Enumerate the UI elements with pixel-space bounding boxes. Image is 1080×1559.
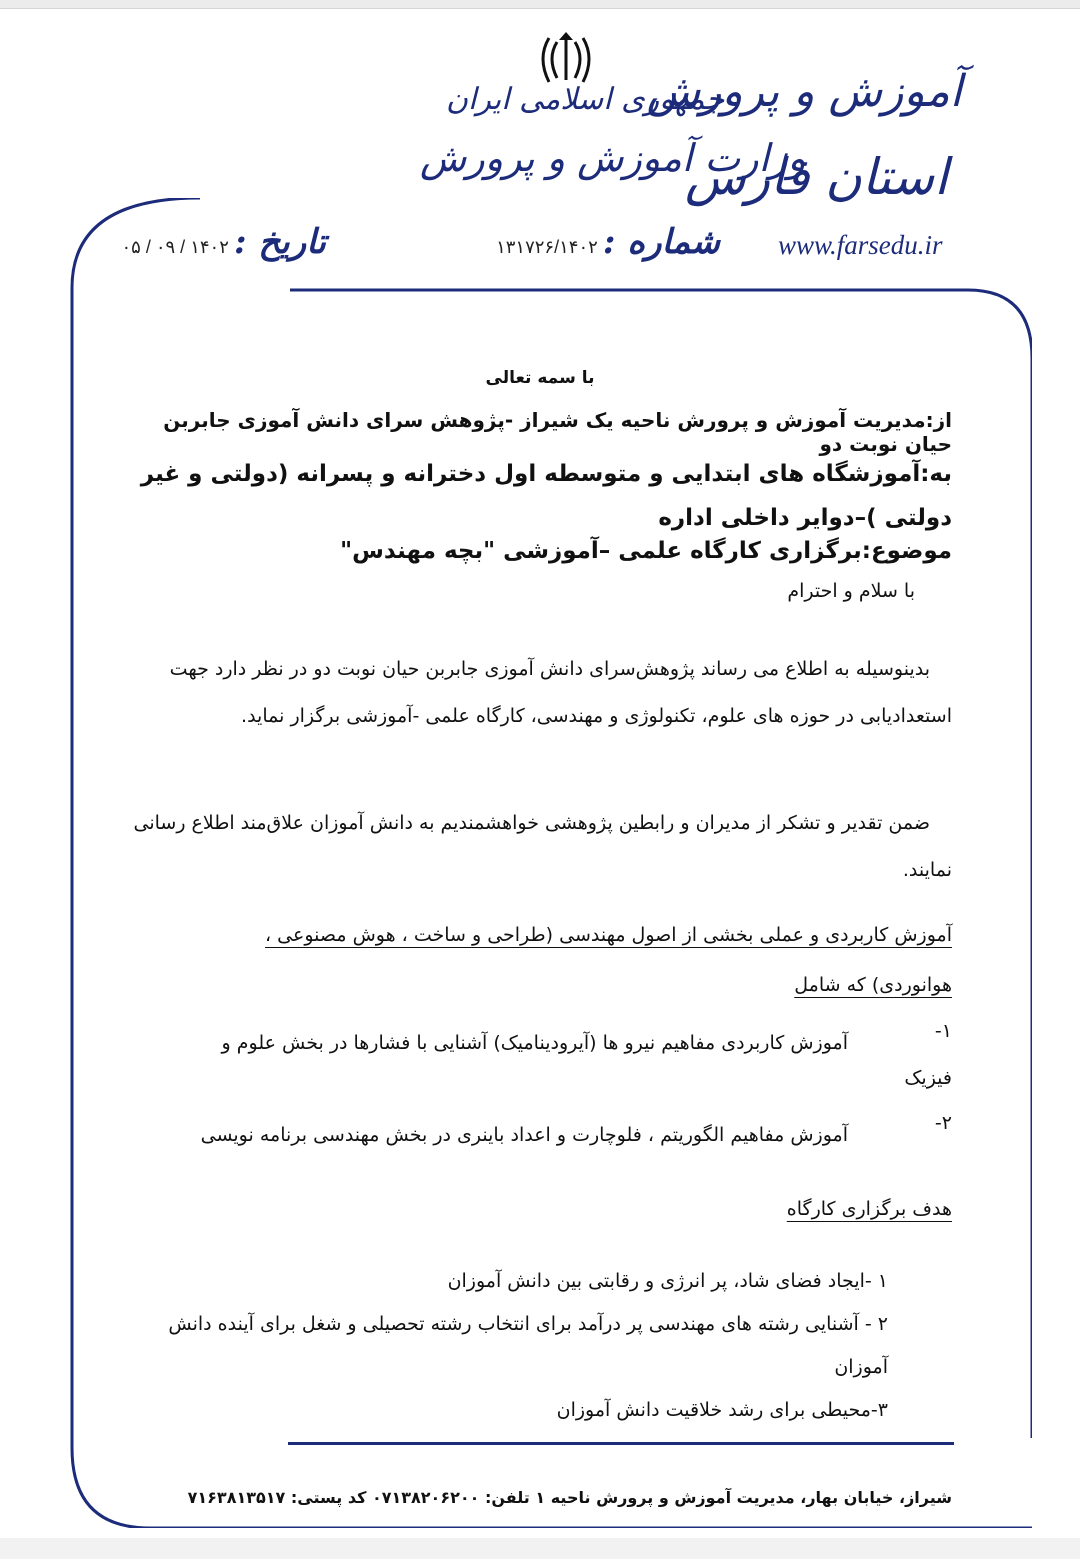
- paragraph-2: ضمن تقدیر و تشکر از مدیران و رابطین پژوهشی خواهشمندیم به دانش آموزان علاق‌مند اطلاع رسانی نمایند.: [133, 812, 952, 881]
- salutation-title: با سمه تعالی: [485, 368, 595, 388]
- list-item-text: آموزش مفاهیم الگوریتم ، فلوچارت و اعداد باینری در بخش مهندسی برنامه نویسی: [200, 1124, 848, 1146]
- list-item-number: ۲-: [934, 1112, 952, 1134]
- goals-list: [130, 1260, 888, 1432]
- website-link[interactable]: www.farsedu.ir: [778, 230, 943, 260]
- list-item: [130, 1112, 952, 1152]
- list-item-text: آموزش کاربردی مفاهیم نیرو ها (آیرودینامیک) آشنایی با فشارها در بخش علوم و: [221, 1032, 848, 1054]
- greeting: با سلام و احترام: [787, 580, 915, 602]
- list-item-number: ۱-: [934, 1020, 952, 1042]
- paragraph-1: بدینوسیله به اطلاع می رساند پژوهش‌سرای دانش آموزی جابربن حیان نوبت دو در نظر دارد جهت استعدادیابی در حوزه های علوم، تکنولوژی و مهندسی، کارگاه علمی -آموزشی برگزار نماید.: [169, 658, 952, 727]
- date-value: ۱۴۰۲ / ۰۹ / ۰۵: [121, 237, 229, 257]
- training-heading: [130, 910, 952, 1010]
- to-line: به:آموزشگاه های ابتدایی و متوسطه اول دخترانه و پسرانه (دولتی و غیر دولتی )–دوایر داخلی اداره: [140, 461, 952, 531]
- bottom-edge: [0, 1538, 1080, 1559]
- subject-line: موضوع:برگزاری کارگاه علمی –آموزشی "بچه مهندس": [340, 538, 952, 564]
- letter-number: [496, 222, 720, 262]
- list-item: [130, 1020, 952, 1120]
- footer-address: شیراز، خیابان بهار، مدیریت آموزش و پرورش ناحیه ۱ تلفن: ۰۷۱۳۸۲۰۶۲۰۰ کد پستی: ۷۱۶۳۸۱۳۵۱۷: [187, 1488, 952, 1507]
- ministry-line2: وزارت آموزش و پرورش: [420, 136, 806, 180]
- date-label: تاریخ :: [233, 222, 326, 262]
- top-edge: [0, 0, 1080, 9]
- training-heading-line1: آموزش کاربردی و عملی بخشی از اصول مهندسی (طراحی و ساخت ، هوش مصنوعی ،: [265, 924, 952, 946]
- ministry-line1: جمهوری اسلامی ایران: [446, 82, 725, 117]
- goal-heading: [130, 1198, 952, 1220]
- goal-heading-text: هدف برگزاری کارگاه: [786, 1198, 952, 1220]
- list-item-continuation: فیزیک: [904, 1067, 952, 1089]
- training-heading-line2: هوانوردی) که شامل: [794, 974, 952, 996]
- goal-item: ۲ - آشنایی رشته های مهندسی پر درآمد برای انتخاب رشته تحصیلی و شغل برای آینده دانش آموزان: [168, 1313, 888, 1378]
- from-line: از:مدیریت آموزش و پرورش ناحیه یک شیراز -پژوهش سرای دانش آموزی جابربن حیان نوبت دو: [163, 408, 952, 456]
- org-name-line1: آموزش و پرورش: [646, 66, 962, 117]
- number-label: شماره :: [602, 222, 720, 262]
- footer-divider: [288, 1442, 954, 1445]
- goal-item: ۳-محیطی برای رشد خلاقیت دانش آموزان: [556, 1399, 888, 1421]
- number-value: ۱۳۱۷۲۶/۱۴۰۲: [496, 237, 598, 257]
- org-name-line2: استان فارس: [684, 148, 948, 206]
- iran-emblem-icon: [535, 28, 597, 90]
- goal-item: ۱ -ایجاد فضای شاد، پر انرژی و رقابتی بین دانش آموزان: [447, 1270, 888, 1292]
- letter-date: [121, 222, 326, 262]
